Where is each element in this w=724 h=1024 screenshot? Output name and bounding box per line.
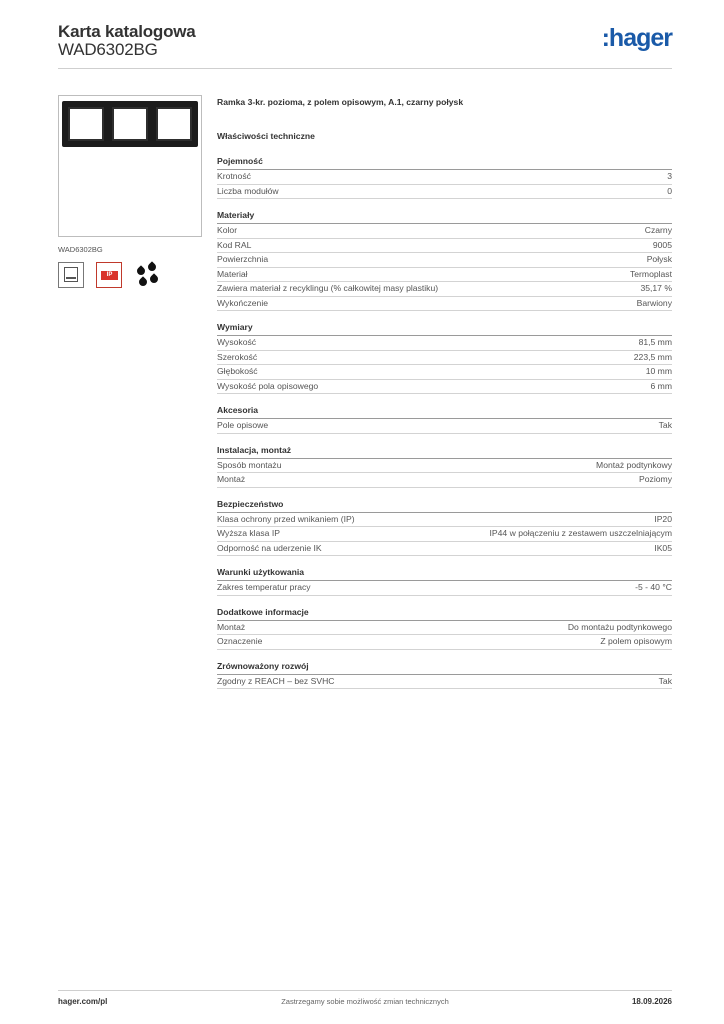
section-title: Zrównoważony rozwój [217,661,672,675]
spec-label: Pole opisowe [217,420,269,430]
spec-sections [217,156,672,689]
water-drops-icon [134,262,160,288]
spec-row [217,675,672,690]
ip-rating-icon [96,262,122,288]
spec-row [217,380,672,395]
spec-label: Montaż [217,621,246,632]
spec-row [217,419,672,434]
spec-label: Szerokość [217,351,258,362]
spec-row [217,170,672,185]
spec-label: Klasa ochrony przed wnikaniem (IP) [217,513,355,524]
section-title: Akcesoria [217,405,672,419]
properties-heading: Właściwości techniczne [217,131,315,141]
spec-section [217,322,672,394]
footer-date: 18.09.2026 [631,997,672,1006]
frame-icon [58,262,84,288]
spec-value: Połysk [646,254,672,264]
spec-row [217,527,672,542]
spec-label: Oznaczenie [217,636,263,646]
spec-label: Wysokość [217,337,257,347]
spec-value: 223,5 mm [633,351,672,362]
spec-value: 3 [667,171,672,181]
spec-value: 10 mm [645,366,672,376]
spec-value: 81,5 mm [638,337,672,347]
product-image [58,95,202,237]
spec-label: Sposób montażu [217,459,282,470]
spec-section [217,445,672,488]
frame-picture [62,101,198,147]
spec-value: IP44 w połączeniu z zestawem uszczelniającym [489,528,672,538]
spec-row [217,621,672,636]
spec-row [217,365,672,380]
footer-website: hager.com/pl [58,997,108,1006]
spec-label: Montaż [217,474,246,484]
spec-section [217,210,672,311]
spec-label: Kolor [217,225,238,235]
spec-label: Wysokość pola opisowego [217,380,319,391]
document-title: Karta katalogowa [58,22,196,41]
spec-row [217,459,672,474]
spec-row [217,268,672,283]
specification-panel [217,97,672,689]
spec-row [217,224,672,239]
frame-slot [156,107,192,141]
spec-row [217,473,672,488]
spec-label: Powierzchnia [217,254,269,264]
spec-section [217,499,672,557]
spec-value: Do montażu podtynkowego [567,621,672,632]
spec-label: Zakres temperatur pracy [217,582,311,592]
spec-section [217,567,672,596]
spec-value: 6 mm [650,380,672,391]
frame-slot [68,107,104,141]
section-title: Warunki użytkowania [217,567,672,581]
spec-value: IP20 [654,513,672,524]
spec-row [217,581,672,596]
spec-row [217,185,672,200]
spec-value: Tak [658,420,672,430]
spec-value: 35,17 % [640,283,672,293]
spec-row [217,513,672,528]
spec-value: Tak [658,675,672,686]
feature-icons [58,262,203,288]
spec-value: 9005 [652,239,672,250]
spec-section [217,156,672,199]
spec-section [217,661,672,690]
hager-logo: :hager [601,24,672,52]
spec-label: Liczba modułów [217,185,279,196]
spec-label: Zawiera materiał z recyklingu (% całkowitej masy plastiku) [217,283,439,293]
spec-value: 0 [667,185,672,196]
spec-section [217,405,672,434]
spec-label: Głębokość [217,366,258,376]
spec-label: Materiał [217,268,248,279]
product-code: WAD6302BG [58,40,158,59]
spec-value: Z polem opisowym [600,636,672,646]
section-title: Bezpieczeństwo [217,499,672,513]
section-title: Wymiary [217,322,672,336]
spec-value: Barwiony [636,297,672,308]
ip-badge-label: IP [101,271,118,280]
spec-label: Wykończenie [217,297,269,308]
footer-divider [58,990,672,991]
frame-slot [112,107,148,141]
spec-row [217,336,672,351]
section-title: Instalacja, montaż [217,445,672,459]
product-description: Ramka 3-kr. pozioma, z polem opisowym, A.1, czarny połysk [217,97,464,107]
spec-row [217,253,672,268]
page-footer [58,997,672,1011]
spec-row [217,542,672,557]
spec-label: Zgodny z REACH – bez SVHC [217,675,335,686]
section-title: Dodatkowe informacje [217,607,672,621]
product-panel [58,95,203,288]
section-title: Pojemność [217,156,672,170]
spec-row [217,297,672,312]
spec-value: -5 - 40 °C [635,582,672,592]
spec-label: Wyższa klasa IP [217,528,280,538]
spec-row [217,635,672,650]
header-divider [58,68,672,69]
spec-value: Montaż podtynkowy [596,459,672,470]
spec-value: IK05 [654,542,672,553]
spec-label: Kod RAL [217,239,252,250]
spec-value: Poziomy [639,474,672,484]
footer-notice: Zastrzegamy sobie możliwość zmian technicznych [281,997,449,1006]
spec-label: Odporność na uderzenie IK [217,542,322,553]
spec-value: Czarny [644,225,672,235]
product-image-caption: WAD6302BG [58,245,103,254]
spec-row [217,282,672,297]
spec-row [217,239,672,254]
section-title: Materiały [217,210,672,224]
spec-value: Termoplast [629,268,672,279]
page-header [58,20,672,68]
spec-section [217,607,672,650]
spec-label: Krotność [217,171,251,181]
spec-row [217,351,672,366]
